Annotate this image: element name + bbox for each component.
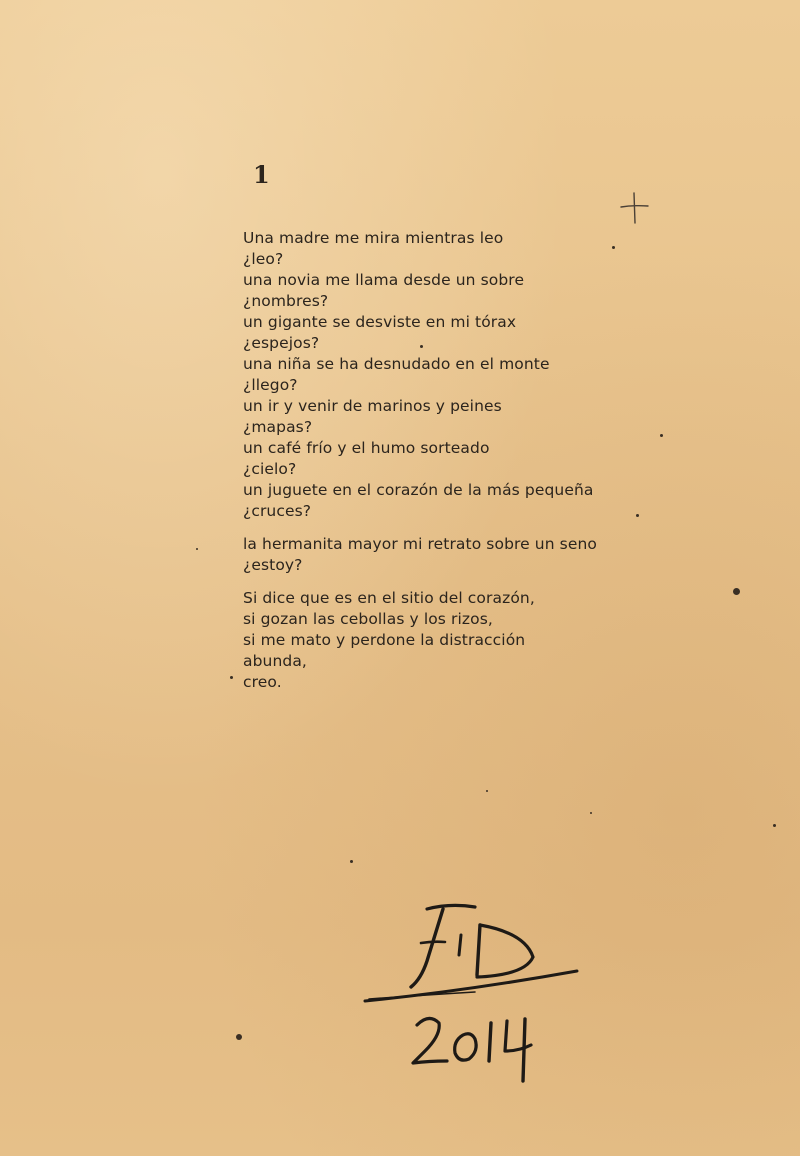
paper-speck [236,1034,242,1040]
paper-speck [350,860,353,863]
paper-speck [612,246,615,249]
paper-speck [230,676,233,679]
poem-stanza-3 [243,588,663,693]
handwritten-signature [355,895,595,1085]
poem-stanza-2 [243,534,663,576]
poem-line: ¿cruces? [243,502,312,520]
poem [243,228,663,705]
poem-line: ¿leo? [243,250,284,268]
poem-line: un ir y venir de marinos y peines [243,397,502,415]
poem-line: ¿cielo? [243,460,297,478]
poem-line: la hermanita mayor mi retrato sobre un seno [243,535,597,553]
poem-line: ¿espejos? [243,334,320,352]
poem-line: Si dice que es en el sitio del corazón, [243,589,535,607]
paper-speck [773,824,776,827]
poem-line: si me mato y perdone la distracción [243,631,526,649]
paper-speck [486,790,488,792]
poem-line: una novia me llama desde un sobre [243,271,525,289]
paper-speck [590,812,592,814]
poem-line: un juguete en el corazón de la más pequeña [243,481,594,499]
poem-line: una niña se ha desnudado en el monte [243,355,550,373]
poem-line: ¿llego? [243,376,298,394]
poem-line: si gozan las cebollas y los rizos, [243,610,493,628]
page-number: 1 [253,160,270,189]
poem-line: ¿mapas? [243,418,313,436]
poem-line: creo. [243,673,282,691]
paper-speck [196,548,198,550]
pencil-cross-mark-icon [618,190,650,226]
poem-line: ¿estoy? [243,556,303,574]
paper-speck [420,345,423,348]
paper-speck [636,514,639,517]
paper-speck [660,434,663,437]
poem-line: abunda, [243,652,307,670]
paper-speck [733,588,740,595]
poem-line: un café frío y el humo sorteado [243,439,490,457]
poem-line: un gigante se desviste en mi tórax [243,313,517,331]
poem-stanza-1 [243,228,663,522]
poem-line: ¿nombres? [243,292,329,310]
poem-line: Una madre me mira mientras leo [243,229,504,247]
